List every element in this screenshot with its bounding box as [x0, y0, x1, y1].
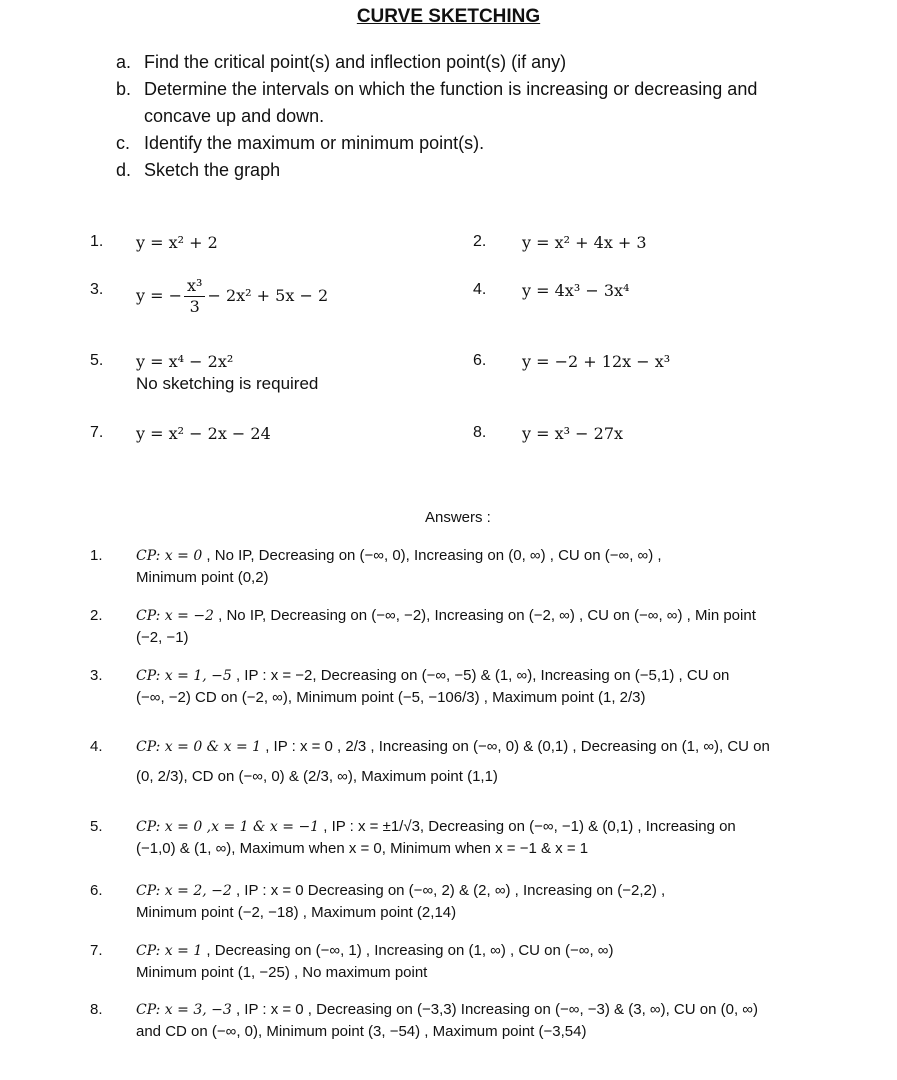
problem-number: 8.	[473, 424, 487, 441]
instruction-text: Find the critical point(s) and inflection point(s) (if any)	[144, 52, 567, 72]
problem-note: No sketching is required	[136, 374, 319, 393]
instruction-text: Determine the intervals on which the function is increasing or decreasing and	[144, 79, 758, 99]
answer-item: CP: x = −2 , No IP, Decreasing on (−∞, −2), Increasing on (−2, ∞) , CU on (−∞, ∞) , Min point (−2, −1)	[136, 607, 756, 646]
instruction-text: Identify the maximum or minimum point(s).	[144, 133, 485, 153]
answer-number: 7.	[90, 942, 103, 959]
problem-number: 6.	[473, 352, 487, 369]
problem-equation: y = −2 + 12x − x³	[522, 352, 671, 371]
answer-number: 5.	[90, 818, 103, 835]
instruction-text-cont: concave up and down.	[144, 106, 325, 126]
problem-equation: y = x² + 4x + 3	[522, 233, 647, 252]
instruction-letter: a.	[116, 52, 132, 72]
instruction-text: Sketch the graph	[144, 160, 281, 180]
answer-item: CP: x = 2, −2 , IP : x = 0 Decreasing on (−∞, 2) & (2, ∞) , Increasing on (−2,2) , Minimum point (−2, −18) , Maximum point (2,14)	[136, 882, 666, 921]
problem-equation: y = x³ − 27x	[522, 424, 624, 443]
problem-number: 7.	[90, 424, 104, 441]
instruction-letter: b.	[116, 79, 132, 99]
instruction-letter: c.	[116, 133, 131, 153]
answer-number: 3.	[90, 667, 103, 684]
problem-equation: y = − $\frac{\text{x³}}{3}$ − 2x² + 5x − 2	[136, 276, 329, 316]
problem-number: 4.	[473, 281, 487, 298]
answer-item: CP: x = 0 ,x = 1 & x = −1 , IP : x = ±1/√3, Decreasing on (−∞, −1) & (0,1) , Increasing on (−1,0) & (1, ∞), Maximum when x = 0, Minimum when x = −1 & x = 1	[136, 818, 736, 857]
answer-item: CP: x = 3, −3 , IP : x = 0 , Decreasing on (−3,3) Increasing on (−∞, −3) & (3, ∞), CU on (0, ∞) and CD on (−∞, 0), Minimum point (3, −54) , Maximum point (−3,54)	[136, 1001, 758, 1040]
answer-item: CP: x = 0 , No IP, Decreasing on (−∞, 0), Increasing on (0, ∞) , CU on (−∞, ∞) , Minimum point (0,2)	[136, 547, 662, 586]
problem-number: 3.	[90, 281, 104, 298]
problem-number: 1.	[90, 233, 104, 250]
answer-item: CP: x = 1, −5 , IP : x = −2, Decreasing on (−∞, −5) & (1, ∞), Increasing on (−5,1) , CU on (−∞, −2) CD on (−2, ∞), Minimum point (−5, −106/3) , Maximum point (1, 2/3)	[136, 667, 730, 706]
answers-heading: Answers :	[425, 509, 491, 526]
problem-equation: y = 4x³ − 3x⁴	[522, 281, 630, 300]
answer-number: 1.	[90, 547, 103, 564]
problem-number: 2.	[473, 233, 487, 250]
problem-equation: y = x⁴ − 2x²	[136, 352, 234, 371]
answer-number: 8.	[90, 1001, 103, 1018]
answer-number: 6.	[90, 882, 103, 899]
problem-number: 5.	[90, 352, 104, 369]
problem-equation: y = x² − 2x − 24	[136, 424, 271, 443]
page-title: CURVE SKETCHING	[356, 6, 541, 27]
problem-equation: y = x² + 2	[136, 233, 218, 252]
answer-item: CP: x = 0 & x = 1 , IP : x = 0 , 2/3 , Increasing on (−∞, 0) & (0,1) , Decreasing on (1, ∞), CU on (0, 2/3), CD on (−∞, 0) & (2/3, ∞), Maximum point (1,1)	[136, 738, 770, 785]
answer-item: CP: x = 1 , Decreasing on (−∞, 1) , Increasing on (1, ∞) , CU on (−∞, ∞) Minimum point (1, −25) , No maximum point	[136, 942, 614, 981]
answer-number: 4.	[90, 738, 103, 755]
answer-number: 2.	[90, 607, 103, 624]
instruction-letter: d.	[116, 160, 132, 180]
